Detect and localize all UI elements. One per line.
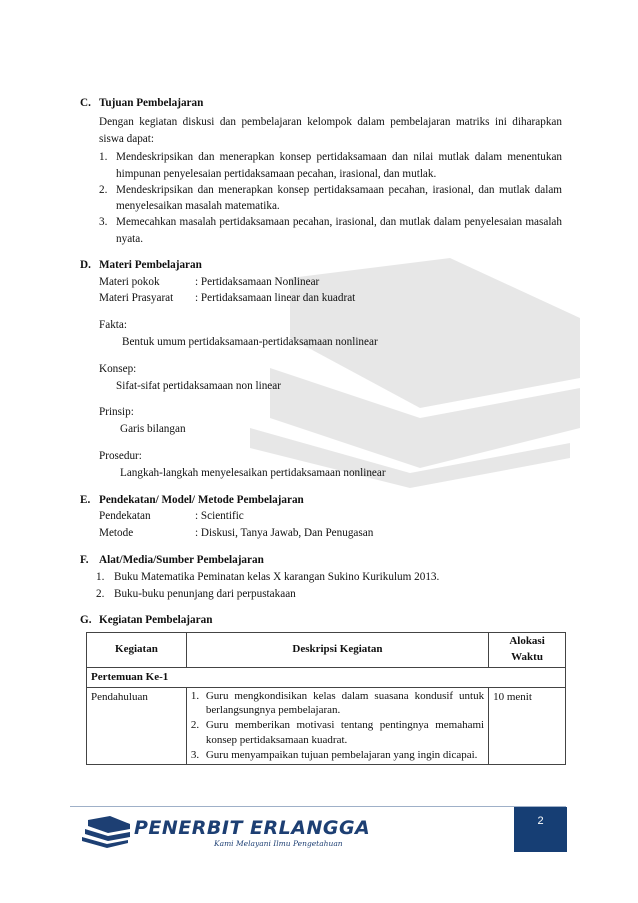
section-d-letter: D. bbox=[80, 258, 91, 271]
prinsip-value: Garis bilangan bbox=[120, 423, 186, 436]
list-item bbox=[191, 689, 484, 719]
konsep-value: Sifat-sifat pertidaksamaan non linear bbox=[116, 379, 281, 392]
table-header-row bbox=[87, 633, 566, 668]
page-number-box bbox=[514, 807, 567, 852]
section-f-title: Alat/Media/Sumber Pembelajaran bbox=[99, 553, 264, 566]
list-item bbox=[191, 718, 484, 748]
col-alokasi-line1: Alokasi bbox=[509, 635, 545, 648]
list-item-number: 1. bbox=[190, 689, 200, 702]
section-e-title: Pendekatan/ Model/ Metode Pembelajaran bbox=[99, 493, 304, 506]
section-f-heading bbox=[80, 552, 562, 569]
pertemuan-cell: Pertemuan Ke-1 bbox=[87, 668, 566, 688]
metode-label: Metode bbox=[99, 527, 134, 540]
list-item bbox=[99, 182, 562, 214]
materi-prasyarat-label: Materi Prasyarat bbox=[99, 292, 174, 305]
section-g-letter: G. bbox=[80, 614, 92, 627]
col-kegiatan-header: Kegiatan bbox=[87, 633, 187, 668]
table-row bbox=[87, 687, 566, 764]
list-item-text: Mendeskripsikan dan menerapkan konsep pertidaksamaan dan nilai mutlak dalam menentukan himpunan penyelesaian pertidaksamaan pecahan, irasional, dan mutlak. bbox=[116, 151, 562, 180]
prosedur-label: Prosedur: bbox=[99, 449, 142, 462]
list-item bbox=[99, 149, 562, 181]
pendekatan-label: Pendekatan bbox=[99, 510, 151, 523]
section-e-letter: E. bbox=[80, 493, 91, 506]
section-f-list bbox=[80, 569, 562, 603]
col-deskripsi-header: Deskripsi Kegiatan bbox=[186, 633, 488, 668]
list-item-number: 3. bbox=[190, 748, 200, 761]
list-item-number: 2. bbox=[190, 719, 200, 732]
footer-divider bbox=[70, 806, 566, 807]
pendahuluan-cell: Pendahuluan bbox=[87, 687, 187, 764]
list-item bbox=[96, 569, 562, 586]
materi-prasyarat-row bbox=[80, 290, 562, 307]
section-e-heading bbox=[80, 492, 562, 509]
list-item-text: Mendeskripsikan dan menerapkan konsep pertidaksamaan pecahan, irasional, dan mutlak dalam menyelesaikan masalah matematika. bbox=[116, 183, 562, 213]
col-alokasi-header bbox=[489, 633, 566, 668]
list-item-number: 1. bbox=[96, 570, 105, 583]
list-item bbox=[191, 748, 484, 763]
prinsip-label: Prinsip: bbox=[99, 406, 134, 419]
pendekatan-value: : Scientific bbox=[195, 510, 244, 523]
alokasi-cell: 10 menit bbox=[489, 687, 566, 764]
list-item-text: Buku-buku penunjang dari perpustakaan bbox=[114, 587, 296, 600]
list-item-number: 2. bbox=[96, 587, 105, 600]
list-item-number: 2. bbox=[99, 183, 108, 196]
list-item-text: Guru memberikan motivasi tentang pentingnya memahami konsep pertidaksamaan kuadrat. bbox=[205, 719, 485, 747]
book-stack-icon bbox=[82, 816, 132, 848]
materi-prasyarat-value: : Pertidaksamaan linear dan kuadrat bbox=[195, 292, 356, 305]
section-c-heading bbox=[80, 95, 562, 112]
list-item bbox=[99, 214, 562, 246]
pendekatan-row bbox=[80, 508, 562, 525]
section-g-title: Kegiatan Pembelajaran bbox=[99, 614, 213, 627]
list-item-number: 3. bbox=[99, 216, 108, 229]
list-item-number: 1. bbox=[99, 151, 108, 164]
metode-row bbox=[80, 525, 562, 542]
metode-value: : Diskusi, Tanya Jawab, Dan Penugasan bbox=[195, 527, 374, 540]
section-f-letter: F. bbox=[80, 553, 89, 566]
list-item-text: Guru menyampaikan tujuan pembelajaran yang ingin dicapai. bbox=[205, 748, 478, 761]
publisher-tagline: Kami Melayani Ilmu Pengetahuan bbox=[214, 839, 343, 848]
kegiatan-table bbox=[86, 632, 566, 765]
list-item-text: Guru mengkondisikan kelas dalam suasana kondusif untuk berlangsungnya pembelajaran. bbox=[205, 689, 485, 717]
section-g-heading bbox=[80, 612, 562, 629]
list-item bbox=[96, 586, 562, 603]
publisher-logo bbox=[82, 812, 371, 852]
section-d-title: Materi Pembelajaran bbox=[99, 258, 202, 271]
publisher-name: PENERBIT ERLANGGA bbox=[134, 817, 371, 839]
prosedur-value: Langkah-langkah menyelesaikan pertidaksamaan nonlinear bbox=[120, 466, 386, 479]
deskripsi-cell bbox=[186, 687, 488, 764]
page-number: 2 bbox=[537, 815, 544, 827]
materi-pokok-row bbox=[80, 274, 562, 291]
table-row bbox=[87, 668, 566, 688]
list-item-text: Buku Matematika Peminatan kelas X karangan Sukino Kurikulum 2013. bbox=[114, 570, 440, 583]
materi-pokok-value: : Pertidaksamaan Nonlinear bbox=[195, 275, 320, 288]
materi-pokok-label: Materi pokok bbox=[99, 275, 160, 288]
section-d-heading bbox=[80, 257, 562, 274]
section-c-list bbox=[80, 149, 562, 246]
konsep-label: Konsep: bbox=[99, 362, 137, 375]
fakta-label: Fakta: bbox=[99, 319, 127, 332]
list-item-text: Memecahkan masalah pertidaksamaan pecahan, irasional, dan mutlak dalam penyelesaian masalah nyata. bbox=[116, 216, 562, 245]
main-content bbox=[80, 95, 562, 765]
fakta-value: Bentuk umum pertidaksamaan-pertidaksamaan nonlinear bbox=[122, 335, 378, 348]
section-c-intro: Dengan kegiatan diskusi dan pembelajaran kelompok dalam pembelajaran matriks ini diharapkan siswa dapat: bbox=[99, 115, 562, 145]
col-alokasi-line2: Waktu bbox=[511, 651, 543, 664]
section-c-letter: C. bbox=[80, 97, 91, 109]
section-c-title: Tujuan Pembelajaran bbox=[99, 97, 204, 109]
